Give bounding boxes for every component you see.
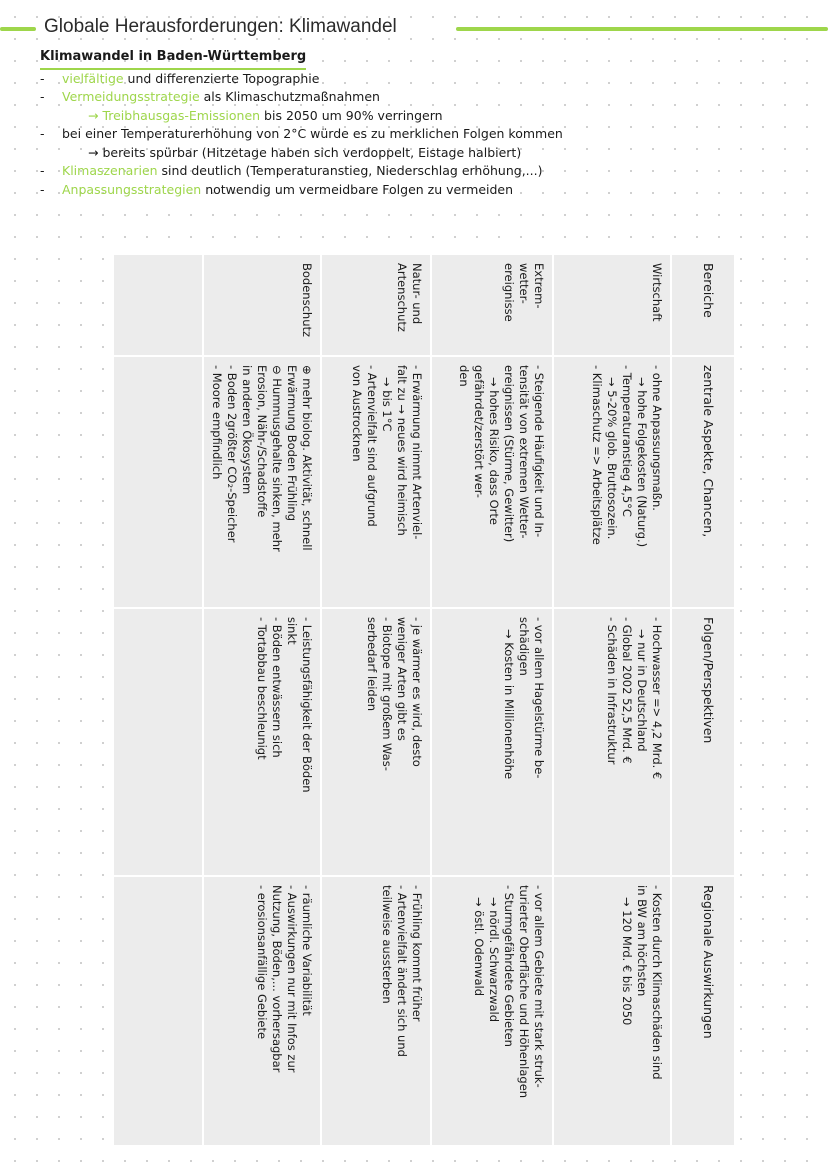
cell-line: - Frühling kommt früher xyxy=(410,885,424,1022)
cell-line: - vor allem Gebiete mit stark struk- xyxy=(532,885,546,1088)
note-text: und differenzierte Topographie xyxy=(123,70,320,86)
header-bereiche: Bereiche xyxy=(672,255,734,357)
title-bar xyxy=(0,14,828,44)
cell-line: in anderen Ökosystem xyxy=(240,365,254,495)
page-title: Globale Herausforderungen: Klimawandel xyxy=(44,16,397,37)
cell-line: falt zu → neues wird heimisch xyxy=(395,365,409,536)
title-underline-right xyxy=(456,27,828,31)
cell-folgen xyxy=(432,609,552,877)
table-row xyxy=(204,255,322,1145)
cell-folgen xyxy=(204,609,320,877)
note-keyword: → Treibhausgas-Emissionen xyxy=(88,107,261,123)
cell-line: - Böden entwässern sich xyxy=(270,617,284,758)
cell-line: → nur in Deutschland xyxy=(635,629,649,752)
cell-regional xyxy=(204,877,320,1145)
cell-area: Bodenschutz xyxy=(204,255,320,357)
cell-line: → Kosten in Millionenhöhe xyxy=(502,629,516,780)
cell-line: - Moore empfindlich xyxy=(210,365,224,480)
header-regional: Regionale Auswirkungen xyxy=(701,885,716,1039)
note-text: → bereits spürbar (Hitzetage haben sich verdoppelt, Eistage halbiert) xyxy=(88,144,522,160)
note-line xyxy=(40,107,800,126)
cell-line: gefährdet/zerstört wer- xyxy=(472,365,486,498)
cell-line: → hohes Risiko, dass Orte xyxy=(487,377,501,525)
note-line xyxy=(40,70,800,89)
table-header-row xyxy=(672,255,734,1145)
cell-area xyxy=(114,255,202,357)
cell-line: teilweise aussterben xyxy=(380,885,394,1004)
cell-line: - Klimaschutz => Arbeitsplätze xyxy=(590,365,604,545)
cell-line: - Sturmgefährdete Gebieten xyxy=(502,885,516,1047)
cell-line: - Leistungsfähigkeit der Böden xyxy=(300,617,314,793)
cell-line: - Boden 2größter CO₂-Speicher xyxy=(225,365,239,543)
cell-line: ⊖ Hummusgehalte sinken, mehr xyxy=(270,365,284,552)
note-bullet: - xyxy=(40,163,45,178)
notes-subheading: Klimawandel in Baden-Württemberg xyxy=(40,48,306,70)
cell-line: - je wärmer es wird, desto xyxy=(410,617,424,767)
cell-aspects xyxy=(204,357,320,609)
note-text: notwendig um vermeidbare Folgen zu vermeiden xyxy=(201,181,514,197)
cell-line: - Biotope mit großem Was- xyxy=(380,617,394,771)
cell-line: → nördl. Schwarzwald xyxy=(487,897,501,1023)
cell-line: → östl. Odenwald xyxy=(472,897,486,996)
table-frame xyxy=(114,255,734,1145)
cell-line: - Kosten durch Klimaschäden sind xyxy=(650,885,664,1080)
notes-section xyxy=(40,47,800,199)
note-bullet: - xyxy=(40,89,45,104)
table-row xyxy=(554,255,672,1145)
cell-line: - Artenvielfalt sind aufgrund xyxy=(365,365,379,527)
note-text: sind deutlich (Temperaturanstieg, Niederschlag erhöhung,...) xyxy=(157,163,543,178)
cell-line: turierter Oberfläche und Höhenlagen xyxy=(517,885,531,1099)
table-row xyxy=(114,255,204,1145)
note-text: als Klimaschutzmaßnahmen xyxy=(199,89,380,104)
cell-line: in BW am höchsten xyxy=(635,885,649,997)
note-line xyxy=(40,162,800,181)
cell-line: - Auswirkungen nur mit Infos zur xyxy=(285,885,299,1073)
cell-regional xyxy=(322,877,430,1145)
cell-line: - Hochwasser => 4,2 Mrd. € xyxy=(650,617,664,780)
cell-folgen xyxy=(554,609,670,877)
cell-line: - Tortabbau beschleunigt xyxy=(255,617,269,760)
topic-table xyxy=(114,255,734,1145)
notes-list xyxy=(40,70,800,200)
cell-line: den xyxy=(457,365,471,387)
note-line xyxy=(40,144,800,163)
cell-aspects xyxy=(554,357,670,609)
cell-line: - erosionsanfällige Gebiete xyxy=(255,885,269,1040)
note-line xyxy=(40,125,800,144)
cell-line: - Erwärmung nimmt Artenviel- xyxy=(410,365,424,540)
note-bullet: - xyxy=(40,70,45,86)
table-row xyxy=(432,255,554,1145)
note-keyword: Vermeidungsstrategie xyxy=(62,89,200,104)
cell-area: Extrem-wetter-ereignisse xyxy=(432,255,552,357)
cell-line: - räumliche Variabilität xyxy=(300,885,314,1016)
cell-folgen xyxy=(322,609,430,877)
cell-line: ⊕ mehr biolog. Aktivität, schnell xyxy=(300,365,314,551)
cell-regional xyxy=(114,877,202,1145)
cell-area: Natur- und Artenschutz xyxy=(322,255,430,357)
header-aspekte: zentrale Aspekte, Chancen, xyxy=(672,357,734,609)
cell-line: schädigen xyxy=(517,617,531,676)
cell-line: ereignissen (Stürme, Gewitter) xyxy=(502,365,516,543)
note-keyword: Klimaszenarien xyxy=(62,163,158,178)
cell-line: - Artenvielfalt ändert sich und xyxy=(395,885,409,1057)
cell-area: Wirtschaft xyxy=(554,255,670,357)
cell-regional xyxy=(432,877,552,1145)
cell-folgen xyxy=(114,609,202,877)
cell-line: Erosion, Nähr-/Schadstoffe xyxy=(255,365,269,518)
cell-line: → hohe Folgekosten (Naturg.) xyxy=(635,377,649,548)
cell-line: serbedarf leiden xyxy=(365,617,379,712)
note-line xyxy=(40,181,800,200)
cell-line: - ohne Anpassungsmaßn. xyxy=(650,365,664,511)
cell-line: → 5-20% glob. Bruttosozein. xyxy=(605,377,619,540)
cell-line: → 120 Mrd. € bis 2050 xyxy=(620,897,634,1026)
cell-line: - Schäden in Infrastruktur xyxy=(605,617,619,765)
cell-line: Nutzung, Böden,... vorhersagbar xyxy=(270,885,284,1073)
cell-line: - Temperaturanstieg 4,5°C xyxy=(620,365,634,517)
cell-line: → bis 1°C xyxy=(380,377,394,432)
note-line xyxy=(40,88,800,107)
cell-aspects xyxy=(322,357,430,609)
title-underline-left xyxy=(0,27,36,31)
note-bullet: - xyxy=(40,126,45,141)
note-keyword: Anpassungsstrategien xyxy=(62,181,202,197)
header-folgen: Folgen/Perspektiven xyxy=(672,609,734,877)
cell-line: sinkt xyxy=(285,617,299,645)
note-text: bis 2050 um 90% verringern xyxy=(260,107,443,123)
note-bullet: - xyxy=(40,181,45,197)
note-text: bei einer Temperaturerhöhung von 2°C würde es zu merklichen Folgen kommen xyxy=(62,126,563,141)
cell-line: - Steigende Häufigkeit und In- xyxy=(532,365,546,538)
table-row xyxy=(322,255,432,1145)
cell-line: von Austrocknen xyxy=(350,365,364,462)
table-body xyxy=(114,255,672,1145)
cell-aspects xyxy=(114,357,202,609)
cell-line: weniger Arten gibt es xyxy=(395,617,409,741)
cell-regional xyxy=(554,877,670,1145)
cell-line: Erwärmung Boden Frühling xyxy=(285,365,299,522)
cell-line: - Global 2002 52,5 Mrd. € xyxy=(620,617,634,764)
cell-line: - vor allem Hagelstürme be- xyxy=(532,617,546,779)
cell-aspects xyxy=(432,357,552,609)
note-keyword: vielfältige xyxy=(62,70,124,86)
cell-line: tensität von extremen Wetter- xyxy=(517,365,531,539)
